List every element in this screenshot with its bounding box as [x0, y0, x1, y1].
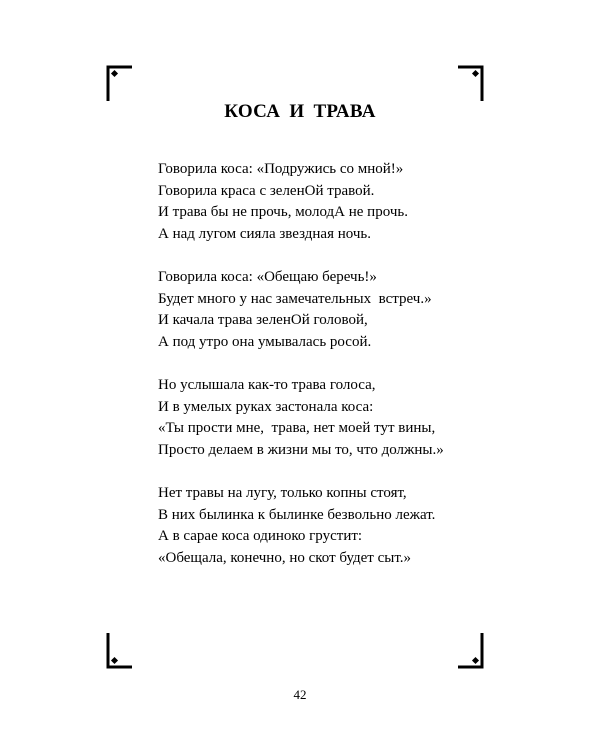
poem-body	[158, 159, 444, 591]
ornament-icon	[105, 630, 135, 670]
corner-ornament-bottom-left	[105, 630, 135, 670]
poem-line: А под утро она умывалась росой.	[158, 333, 372, 350]
ornament-icon	[455, 630, 485, 670]
poem-line: «Обещала, конечно, но скот будет сыт.»	[158, 549, 412, 566]
corner-ornament-top-right	[455, 64, 485, 104]
stanza	[158, 483, 444, 569]
stanza	[158, 267, 444, 353]
poem-title: КОСА И ТРАВА	[224, 101, 376, 122]
poem-line: А в сарае коса одиноко грустит:	[158, 528, 363, 544]
poem-line: Но услышала как-то трава голоса,	[158, 377, 376, 393]
poem-line: Говорила коса: «Подружись со мной!»	[158, 161, 404, 177]
poem-line: В них былинка к былинке безвольно лежат.	[158, 506, 436, 523]
page-number: 42	[293, 687, 307, 702]
poem-line: И трава бы не прочь, молодА не прочь.	[158, 204, 408, 220]
stanza	[158, 375, 444, 461]
stanza	[158, 159, 444, 245]
poem-line: И в умелых руках застонала коса:	[158, 398, 374, 415]
poem-line: Просто делаем в жизни мы то, что должны.»	[158, 441, 444, 458]
ornament-icon	[455, 64, 485, 104]
ornament-icon	[105, 64, 135, 104]
poem-line: Говорила краса с зеленОй травой.	[158, 182, 375, 199]
poem-line: А над лугом сияла звездная ночь.	[158, 225, 372, 242]
corner-ornament-bottom-right	[455, 630, 485, 670]
poem-line: «Ты прости мне, трава, нет моей тут вины,	[158, 420, 436, 436]
corner-ornament-top-left	[105, 64, 135, 104]
poem-line: Говорила коса: «Обещаю беречь!»	[158, 269, 377, 285]
poem-line: Нет травы на лугу, только копны стоят,	[158, 485, 407, 501]
poem-line: Будет много у нас замечательных встреч.»	[158, 290, 432, 307]
poem-line: И качала трава зеленОй головой,	[158, 312, 368, 328]
